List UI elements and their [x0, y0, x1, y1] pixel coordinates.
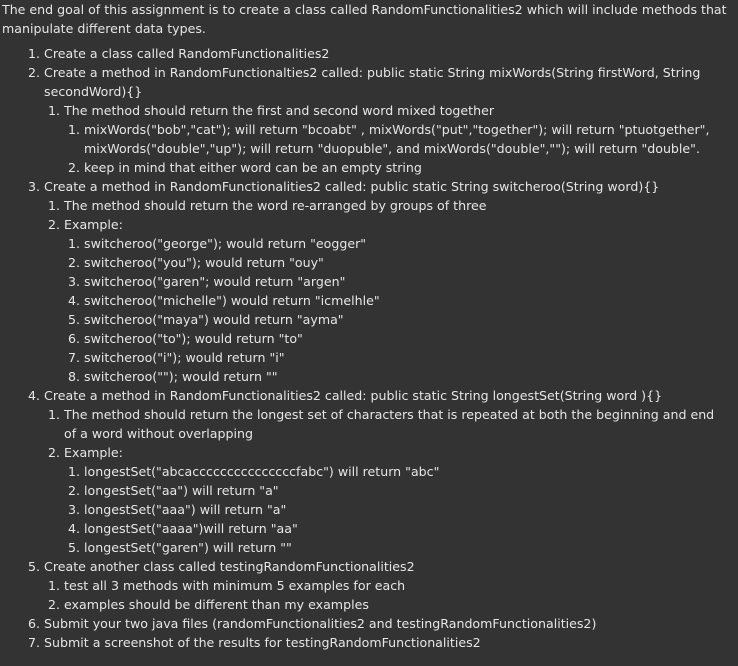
example-item [2, 310, 730, 329]
step-text: Create a method in RandomFunctionalties2 called: public static String mixWords(String firstWord, String secondWord){} [44, 65, 701, 99]
example-number: 7. [68, 350, 81, 365]
substep-text: The method should return the word re-arranged by groups of three [64, 198, 487, 213]
example-item [2, 500, 730, 519]
step-1 [2, 44, 730, 63]
example-text: keep in mind that either word can be an empty string [84, 160, 422, 175]
example-number: 2. [68, 483, 81, 498]
substep [2, 576, 730, 595]
example-number: 8. [68, 369, 81, 384]
example-text: mixWords("bob","cat"); will return "bcoabt" , mixWords("put","together"); will return "ptuotgether", mixWords("double","up"); will return "duopuble", and mixWords("double",""); will return "double". [84, 122, 710, 156]
substep-text: examples should be different than my examples [64, 597, 369, 612]
step-3 [2, 177, 730, 386]
example-item [2, 120, 730, 158]
step-number: 6. [28, 616, 41, 631]
example-item [2, 158, 730, 177]
example-item [2, 253, 730, 272]
substep-number: 2. [48, 217, 61, 232]
example-number: 1. [68, 236, 81, 251]
substep-text: Example: [64, 445, 123, 460]
step-text: Create a method in RandomFunctionalities2 called: public static String switcheroo(String word){} [44, 179, 660, 194]
substep-number: 2. [48, 445, 61, 460]
substep [2, 405, 730, 443]
example-text: longestSet("aaa") will return "a" [84, 502, 287, 517]
example-number: 5. [68, 540, 81, 555]
substep-number: 1. [48, 103, 61, 118]
substep [2, 196, 730, 215]
example-text: longestSet("garen") will return "" [84, 540, 292, 555]
step-text: Submit a screenshot of the results for testingRandomFunctionalities2 [44, 635, 481, 650]
step-6 [2, 614, 730, 633]
example-item [2, 538, 730, 557]
example-text: longestSet("abcacccccccccccccccfabc") will return "abc" [84, 464, 440, 479]
example-number: 2. [68, 160, 81, 175]
substep [2, 443, 730, 557]
example-number: 2. [68, 255, 81, 270]
substep [2, 215, 730, 386]
example-number: 4. [68, 293, 81, 308]
example-item [2, 291, 730, 310]
example-number: 1. [68, 464, 81, 479]
step-text: Submit your two java files (randomFunctionalities2 and testingRandomFunctionalities2) [44, 616, 597, 631]
example-number: 5. [68, 312, 81, 327]
step-text: Create a class called RandomFunctionalities2 [44, 46, 330, 61]
example-item [2, 367, 730, 386]
example-number: 6. [68, 331, 81, 346]
example-text: longestSet("aaaa")will return "aa" [84, 521, 298, 536]
step-number: 2. [28, 65, 41, 80]
step-text: Create another class called testingRandomFunctionalities2 [44, 559, 415, 574]
step-number: 5. [28, 559, 41, 574]
example-number: 3. [68, 274, 81, 289]
example-text: switcheroo("garen"; would return "argen" [84, 274, 346, 289]
substep [2, 101, 730, 177]
step-number: 1. [28, 46, 41, 61]
example-number: 4. [68, 521, 81, 536]
step-5 [2, 557, 730, 614]
example-item [2, 234, 730, 253]
substep-number: 2. [48, 597, 61, 612]
example-number: 3. [68, 502, 81, 517]
step-number: 3. [28, 179, 41, 194]
example-number: 1. [68, 122, 81, 137]
substep [2, 595, 730, 614]
substep-number: 1. [48, 407, 61, 422]
example-text: switcheroo(""); would return "" [84, 369, 278, 384]
substep-text: The method should return the longest set of characters that is repeated at both the beginning and end of a word without overlapping [64, 407, 715, 441]
substep-text: test all 3 methods with minimum 5 examples for each [64, 578, 406, 593]
example-text: longestSet("aa") will return "a" [84, 483, 279, 498]
example-text: switcheroo("to"); would return "to" [84, 331, 303, 346]
example-text: switcheroo("maya") would return "ayma" [84, 312, 344, 327]
step-text: Create a method in RandomFunctionalities2 called: public static String longestSet(String word ){} [44, 388, 663, 403]
example-text: switcheroo("you"); would return "ouy" [84, 255, 324, 270]
step-2 [2, 63, 730, 177]
substep-number: 1. [48, 578, 61, 593]
instruction-list [2, 44, 730, 652]
step-number: 7. [28, 635, 41, 650]
step-4 [2, 386, 730, 557]
example-text: switcheroo("i"); would return "i" [84, 350, 285, 365]
example-item [2, 348, 730, 367]
intro-paragraph: The end goal of this assignment is to create a class called RandomFunctionalities2 which will include methods that manipulate different data types. [2, 2, 727, 36]
substep-text: Example: [64, 217, 123, 232]
substep-number: 1. [48, 198, 61, 213]
example-text: switcheroo("george"); would return "eogger" [84, 236, 367, 251]
substep-text: The method should return the first and second word mixed together [64, 103, 494, 118]
step-number: 4. [28, 388, 41, 403]
example-item [2, 272, 730, 291]
example-item [2, 481, 730, 500]
example-item [2, 329, 730, 348]
example-item [2, 519, 730, 538]
step-7 [2, 633, 730, 652]
example-text: switcheroo("michelle") would return "icmelhle" [84, 293, 380, 308]
example-item [2, 462, 730, 481]
